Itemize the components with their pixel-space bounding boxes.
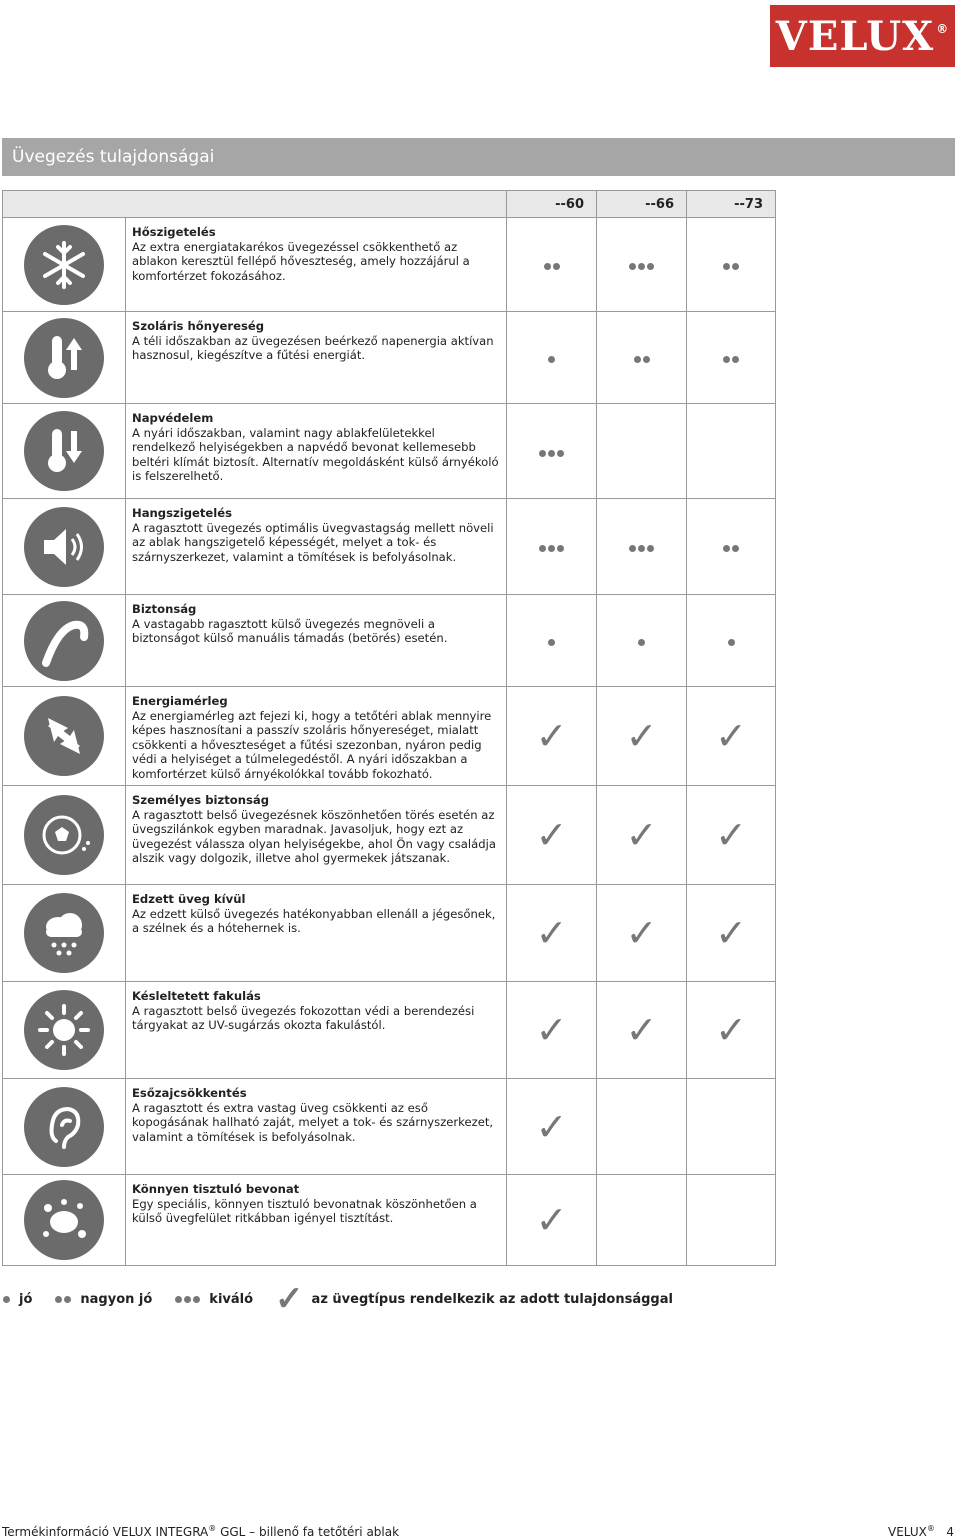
rating-dot: [548, 450, 555, 457]
property-text-cell: [126, 1079, 507, 1175]
property-title: Edzett üveg kívül: [132, 892, 246, 906]
checkmark-icon: ✓: [625, 1008, 658, 1052]
footer-brand: VELUX: [888, 1525, 927, 1539]
rating-dot: [723, 545, 730, 552]
table-row: [3, 404, 776, 499]
rating-dot: [638, 639, 645, 646]
rating-cell: [687, 312, 776, 404]
icon-cell: [3, 687, 126, 786]
rating-dot: [647, 545, 654, 552]
icon-cell: [3, 1079, 126, 1175]
checkmark-icon: ✓: [535, 1198, 568, 1242]
table-row: [3, 595, 776, 687]
property-title: Szoláris hőnyereség: [132, 319, 265, 333]
legend-label: jó: [19, 1291, 33, 1307]
column-header: --66: [597, 191, 687, 218]
rating-cell: [507, 312, 597, 404]
crowbar-icon: [24, 601, 104, 681]
rating-cell: [687, 1079, 776, 1175]
property-title: Késleltetett fakulás: [132, 989, 261, 1003]
checkmark-icon: ✓: [625, 813, 658, 857]
table-row: [3, 312, 776, 404]
footer-registered-mark: ®: [208, 1524, 217, 1533]
rating-cell: [687, 404, 776, 499]
rating-dot: [723, 263, 730, 270]
legend: [2, 1279, 695, 1319]
footer-right: [888, 1524, 954, 1539]
property-description: A ragasztott belső üvegezésnek köszönhetően törés esetén az üvegszilánkok egyben maradnak. Javasoljuk, hogy ezt az üvegezést válassza olyan helyiségekbe, ahol Ön vagy családja alszik vagy dolgozik, illetve ahol gyermekek játszanak.: [132, 807, 496, 866]
logo-registered-mark: ®: [936, 22, 950, 36]
rating-dot: [629, 545, 636, 552]
section-title-bar: [2, 138, 955, 176]
rating-dot: [723, 356, 730, 363]
property-text-cell: [126, 499, 507, 595]
column-header: --73: [687, 191, 776, 218]
rating-cell: [507, 982, 597, 1079]
rating-dot: [728, 639, 735, 646]
rating-dot: [643, 356, 650, 363]
rating-cell: [507, 1079, 597, 1175]
property-description: Az edzett külső üvegezés hatékonyabban ellenáll a jégesőnek, a szélnek és a hótehernek is.: [132, 906, 496, 936]
property-description: A ragasztott üvegezés optimális üvegvastagság mellett növeli az ablak hangszigetelő képességét, melyet a tok- és szárnyszerkezet, valamint a tömítések is befolyásolnak.: [132, 520, 494, 564]
footer-product-b: GGL – billenő fa tetőtéri ablak: [216, 1525, 400, 1539]
legend-item: [275, 1279, 673, 1319]
property-text-cell: [126, 1175, 507, 1266]
rating-dot: [638, 545, 645, 552]
property-title: Energiamérleg: [132, 694, 228, 708]
property-text-cell: [126, 595, 507, 687]
checkmark-icon: ✓: [715, 911, 747, 955]
energy-arrows-icon: [24, 696, 104, 776]
rating-cell: [507, 687, 597, 786]
property-title: Esőzajcsökkentés: [132, 1086, 247, 1100]
rating-cell: [687, 982, 776, 1079]
rating-cell: [597, 404, 687, 499]
rating-cell: [597, 218, 687, 312]
rating-dot: [638, 263, 645, 270]
column-header: --60: [507, 191, 597, 218]
properties-table: [2, 190, 776, 1266]
property-text-cell: [126, 404, 507, 499]
table-row: [3, 218, 776, 312]
property-text-cell: [126, 218, 507, 312]
table-row: [3, 499, 776, 595]
property-text-cell: [126, 885, 507, 982]
rating-cell: [597, 312, 687, 404]
checkmark-icon: ✓: [715, 714, 747, 758]
checkmark-icon: ✓: [535, 911, 568, 955]
table-row: [3, 885, 776, 982]
rating-dot: [732, 356, 739, 363]
icon-cell: [3, 312, 126, 404]
property-title: Hőszigetelés: [132, 225, 216, 239]
rating-cell: [597, 982, 687, 1079]
rating-dot: [647, 263, 654, 270]
rating-dot: [732, 545, 739, 552]
legend-dots-3: [174, 1292, 201, 1307]
rating-cell: [687, 786, 776, 885]
splash-icon: [24, 1180, 104, 1260]
property-description: A ragasztott belső üvegezés fokozottan védi a berendezési tárgyakat az UV-sugárzás okozta fakulástól.: [132, 1003, 475, 1033]
icon-cell: [3, 595, 126, 687]
rating-dot: [629, 263, 636, 270]
ear-icon: [24, 1087, 104, 1167]
rating-cell: [687, 885, 776, 982]
rating-dot: [634, 356, 641, 363]
table-row: [3, 687, 776, 786]
page-number: 4: [946, 1525, 954, 1539]
rating-cell: [507, 786, 597, 885]
icon-cell: [3, 499, 126, 595]
rating-cell: [507, 885, 597, 982]
rating-cell: [687, 687, 776, 786]
legend-dots-2: [54, 1292, 72, 1307]
rating-dot: [553, 263, 560, 270]
speaker-icon: [24, 507, 104, 587]
footer-registered-mark: ®: [926, 1524, 935, 1533]
rating-dot: [557, 545, 564, 552]
checkmark-icon: ✓: [275, 1279, 304, 1319]
hail-cloud-icon: [24, 893, 104, 973]
legend-label: az üvegtípus rendelkezik az adott tulajdonsággal: [311, 1291, 673, 1307]
sun-icon: [24, 990, 104, 1070]
icon-cell: [3, 786, 126, 885]
checkmark-icon: ✓: [535, 714, 568, 758]
rating-cell: [507, 218, 597, 312]
property-description: A ragasztott és extra vastag üveg csökkenti az eső kopogásának hallható zaját, melyet a tok- és szárnyszerkezet, valamint a tömítések is befolyásolnak.: [132, 1100, 494, 1144]
rating-cell: [687, 218, 776, 312]
legend-label: kiváló: [209, 1291, 254, 1307]
checkmark-icon: ✓: [535, 1008, 568, 1052]
rating-cell: [597, 885, 687, 982]
thermometer-down-icon: [24, 411, 104, 491]
property-text-cell: [126, 312, 507, 404]
rating-cell: [687, 1175, 776, 1266]
rating-dot: [557, 450, 564, 457]
thermometer-up-icon: [24, 318, 104, 398]
rating-cell: [597, 786, 687, 885]
section-title: Üvegezés tulajdonságai: [12, 147, 215, 167]
checkmark-icon: ✓: [625, 714, 658, 758]
table-header-row: [3, 191, 776, 218]
rating-cell: [597, 595, 687, 687]
snowflake-icon: [24, 225, 104, 305]
rating-cell: [507, 1175, 597, 1266]
rating-dot: [548, 639, 555, 646]
property-title: Személyes biztonság: [132, 793, 270, 807]
icon-cell: [3, 885, 126, 982]
checkmark-icon: ✓: [715, 1008, 747, 1052]
property-text-cell: [126, 687, 507, 786]
property-title: Napvédelem: [132, 411, 214, 425]
rating-cell: [597, 499, 687, 595]
footer-product-a: Termékinformáció VELUX INTEGRA: [2, 1525, 209, 1539]
checkmark-icon: ✓: [535, 1104, 568, 1149]
property-description: Az energiamérleg azt fejezi ki, hogy a tetőtéri ablak mennyire képes hasznosítani a passzív szoláris hőnyereséget, mialatt csökkenti a hőveszteséget a fűtési szezonban, nyáron pedig védi a helyiséget a túlmelegedéstől. A nyári időszakban a komfortérzet külső árnyékolókkal tovább fokozható.: [132, 708, 492, 781]
rating-cell: [597, 1175, 687, 1266]
rating-cell: [597, 687, 687, 786]
rating-cell: [597, 1079, 687, 1175]
table-row: [3, 1079, 776, 1175]
checkmark-icon: ✓: [715, 813, 747, 857]
legend-item: [54, 1292, 152, 1307]
property-description: A téli időszakban az üvegezésen beérkező napenergia aktívan hasznosul, kiegészítve a fűtési energiát.: [132, 333, 494, 363]
ball-icon: [24, 795, 104, 875]
property-description: Az extra energiatakarékos üvegezéssel csökkenthető az ablakon keresztül fellépő hőveszteség, amely hozzájárul a komfortérzet fokozásához.: [132, 239, 470, 283]
property-title: Könnyen tisztuló bevonat: [132, 1182, 300, 1196]
rating-cell: [687, 595, 776, 687]
icon-cell: [3, 404, 126, 499]
rating-cell: [507, 595, 597, 687]
property-text-cell: [126, 982, 507, 1079]
property-text-cell: [126, 786, 507, 885]
property-description: Egy speciális, könnyen tisztuló bevonatnak köszönhetően a külső üvegfelület ritkábban igényel tisztítást.: [132, 1196, 477, 1226]
footer-left: [2, 1524, 399, 1539]
rating-dot: [544, 263, 551, 270]
rating-dot: [548, 545, 555, 552]
property-title: Biztonság: [132, 602, 197, 616]
icon-cell: [3, 982, 126, 1079]
legend-label: nagyon jó: [80, 1291, 153, 1307]
icon-cell: [3, 218, 126, 312]
rating-cell: [687, 499, 776, 595]
legend-item: [2, 1292, 32, 1307]
property-description: A nyári időszakban, valamint nagy ablakfelületekkel rendelkező helyiségekben a napvédő bevonat kellemesebb beltéri klímát biztosít. Alternatív megoldásként külső árnyékoló is felszerelhető.: [132, 425, 499, 484]
property-description: A vastagabb ragasztott külső üvegezés megnöveli a biztonságot külső manuális támadás (betörés) esetén.: [132, 616, 448, 646]
rating-cell: [507, 499, 597, 595]
table-row: [3, 982, 776, 1079]
logo-text: VELUX: [775, 12, 935, 60]
rating-dot: [539, 545, 546, 552]
rating-dot: [539, 450, 546, 457]
property-title: Hangszigetelés: [132, 506, 233, 520]
rating-cell: [507, 404, 597, 499]
checkmark-icon: ✓: [535, 813, 568, 857]
legend-dots-1: [2, 1292, 11, 1307]
rating-dot: [732, 263, 739, 270]
table-row: [3, 786, 776, 885]
checkmark-icon: ✓: [625, 911, 658, 955]
legend-item: [174, 1292, 253, 1307]
icon-cell: [3, 1175, 126, 1266]
table-row: [3, 1175, 776, 1266]
header-blank: [3, 191, 507, 218]
velux-logo: [770, 5, 955, 67]
rating-dot: [548, 356, 555, 363]
